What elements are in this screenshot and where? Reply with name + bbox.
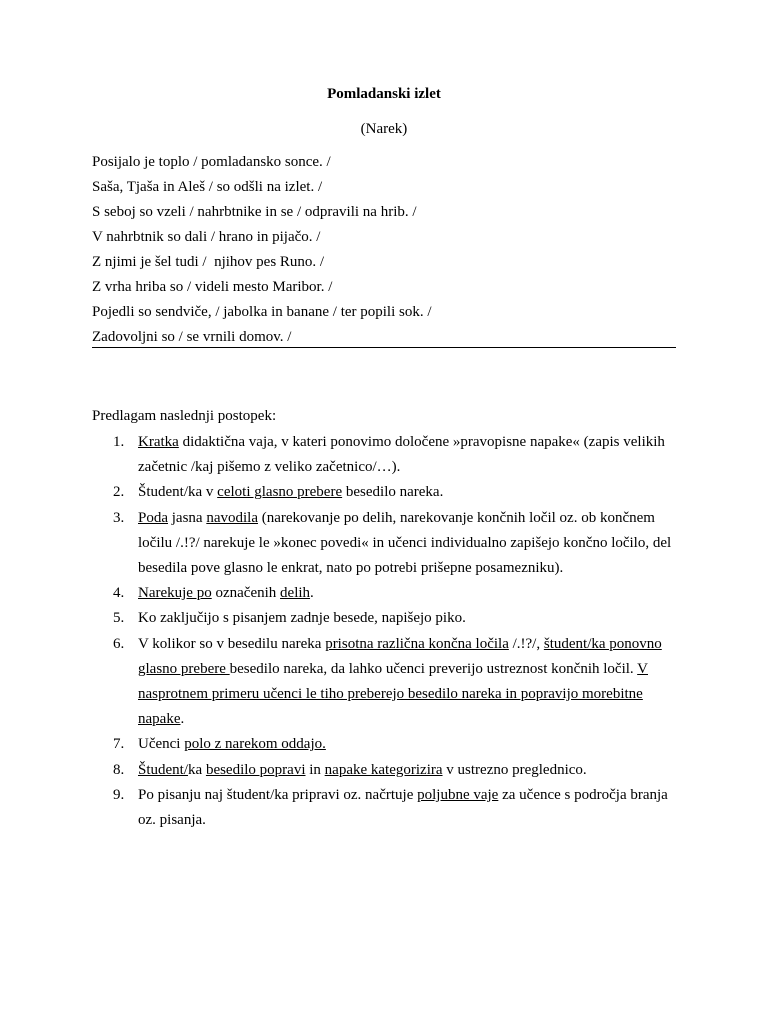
procedure-step bbox=[92, 581, 676, 606]
step-number: 8. bbox=[113, 761, 125, 778]
dictation-line: Pojedli so sendviče, / jabolka in banane / ter popili sok. / bbox=[92, 304, 432, 320]
dictation-text bbox=[92, 151, 676, 348]
procedure-step bbox=[92, 430, 676, 480]
underlined-text: poljubne vaje bbox=[417, 786, 499, 803]
underlined-text: celoti glasno prebere bbox=[217, 484, 343, 501]
dictation-line: S seboj so vzeli / nahrbtnike in se / odpravili na hrib. / bbox=[92, 204, 417, 220]
procedure-list bbox=[92, 430, 676, 833]
underlined-text: študent/ka ponovno glasno prebere bbox=[138, 635, 662, 677]
step-text: in bbox=[305, 761, 325, 778]
underlined-text: prisotna različna končna ločila bbox=[325, 635, 509, 652]
dictation-line: Saša, Tjaša in Aleš / so odšli na izlet. / bbox=[92, 179, 323, 195]
dictation-line: Z vrha hriba so / videli mesto Maribor. / bbox=[92, 279, 333, 295]
step-text: V kolikor so v besedilu nareka bbox=[138, 635, 326, 652]
step-text: /.!?/, bbox=[508, 635, 544, 652]
step-number: 7. bbox=[113, 736, 125, 753]
document-subtitle: (Narek) bbox=[360, 121, 408, 137]
underlined-text: delih bbox=[280, 585, 311, 602]
procedure-step bbox=[92, 783, 676, 833]
step-text: . bbox=[180, 711, 185, 728]
dictation-line: V nahrbtnik so dali / hrano in pijačo. / bbox=[92, 229, 321, 245]
step-number: 5. bbox=[113, 610, 125, 627]
step-text: za učence s področja branja oz. pisanja. bbox=[138, 786, 668, 829]
underlined-text: Študent/ bbox=[138, 761, 189, 778]
underlined-text: Kratka bbox=[138, 434, 179, 450]
underlined-text: napake kategorizira bbox=[324, 761, 443, 778]
procedure-step bbox=[92, 606, 676, 631]
procedure-step bbox=[92, 480, 676, 505]
step-number: 9. bbox=[113, 786, 125, 803]
step-text: Po pisanju naj študent/ka pripravi oz. načrtuje bbox=[138, 786, 418, 803]
step-number: 1. bbox=[113, 434, 125, 450]
underlined-text: Narekuje po bbox=[138, 585, 212, 602]
dictation-line: Z njimi je šel tudi / njihov pes Runo. / bbox=[92, 254, 325, 270]
step-text: Ko zaključijo s pisanjem zadnje besede, napišejo piko. bbox=[138, 610, 466, 627]
procedure-step bbox=[92, 506, 676, 582]
underlined-text: Poda bbox=[138, 509, 168, 526]
step-number: 4. bbox=[113, 585, 125, 602]
step-number: 3. bbox=[113, 509, 125, 526]
step-text: Študent/ka v bbox=[138, 484, 218, 501]
step-text: didaktična vaja, v kateri ponovimo določene »pravopisne napake« (zapis velikih začetnic /kaj pišemo z veliko začetnico/…). bbox=[138, 434, 665, 476]
step-text: besedilo nareka. bbox=[342, 484, 444, 501]
step-number: 2. bbox=[113, 484, 125, 501]
procedure-step bbox=[92, 758, 676, 783]
step-text: označenih bbox=[211, 585, 281, 602]
step-text: ka bbox=[188, 761, 206, 778]
procedure-intro: Predlagam naslednji postopek: bbox=[92, 408, 277, 424]
document-title: Pomladanski izlet bbox=[327, 86, 441, 102]
dictation-line: Zadovoljni so / se vrnili domov. / bbox=[92, 326, 676, 348]
underlined-text: polo z narekom oddajo. bbox=[184, 736, 326, 753]
step-text: besedilo nareka, da lahko učenci preverijo ustreznost končnih ločil. bbox=[229, 660, 638, 677]
underlined-text: V nasprotnem primeru učenci le tiho preberejo besedilo nareka in popravijo morebitne napake bbox=[138, 660, 648, 728]
step-text: . bbox=[310, 585, 314, 602]
procedure-step bbox=[92, 632, 676, 733]
step-text: v ustrezno preglednico. bbox=[442, 761, 587, 778]
underlined-text: navodila bbox=[206, 509, 258, 526]
step-text: (narekovanje po delih, narekovanje končnih ločil oz. ob končnem ločilu /.!?/ narekuje le »konec povedi« in učenci individualno zapišejo končno ločilo, del besedila pove glasno le enkrat, nato po potrebi prišepne posamezniku). bbox=[138, 509, 672, 577]
step-text: jasna bbox=[168, 509, 207, 526]
procedure-step bbox=[92, 732, 676, 757]
dictation-line: Posijalo je toplo / pomladansko sonce. / bbox=[92, 154, 331, 170]
step-text: Učenci bbox=[138, 736, 185, 753]
step-number: 6. bbox=[113, 635, 125, 652]
underlined-text: besedilo popravi bbox=[205, 761, 306, 778]
